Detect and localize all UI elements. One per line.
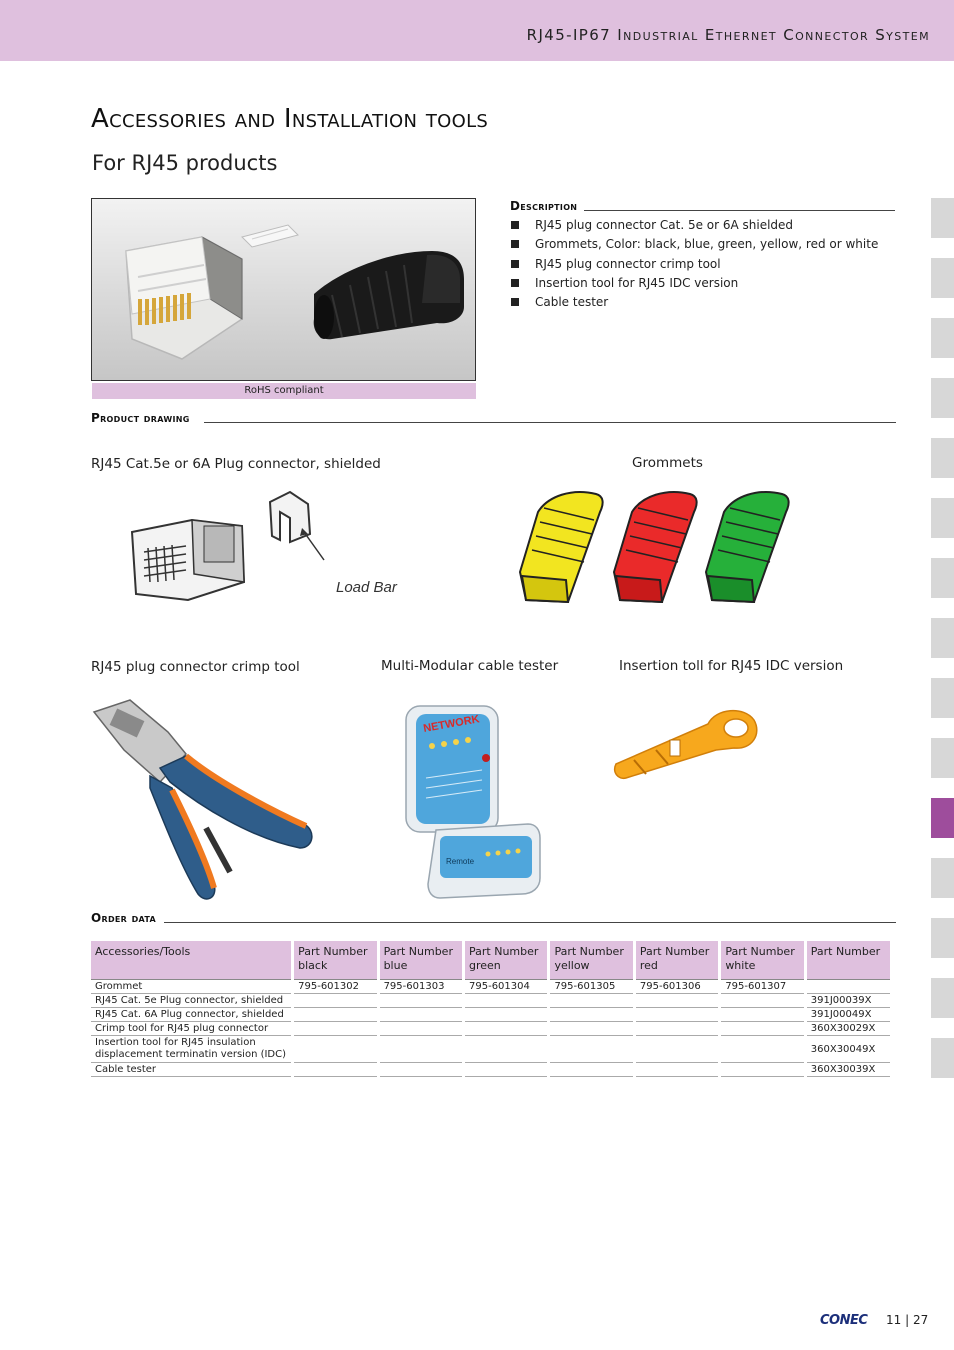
load-bar-label: Load Bar [336,579,397,596]
table-cell: Cable tester [91,1063,291,1077]
table-cell: 795-601304 [465,979,547,994]
table-cell [636,1036,718,1063]
description-list [511,216,878,312]
insertion-tool-image [612,704,762,784]
order-table-header [91,941,890,979]
table-cell [294,1063,376,1077]
table-cell [636,1008,718,1022]
description-heading: Description [510,199,578,213]
table-row [91,994,890,1008]
yellow-grommet [520,492,603,602]
crimp-tool-caption: RJ45 plug connector crimp tool [91,659,300,675]
table-cell: 795-601305 [550,979,632,994]
section-tab[interactable] [931,318,954,358]
section-tab[interactable] [931,498,954,538]
column-header: Part Number red [636,941,718,979]
description-item: RJ45 plug connector Cat. 5e or 6A shielded [511,216,878,235]
section-tab[interactable] [931,738,954,778]
column-header: Accessories/Tools [91,941,291,979]
section-tab[interactable] [931,858,954,898]
table-cell [380,994,462,1008]
column-header: Part Number white [721,941,803,979]
order-data-rule [164,922,896,923]
red-grommet [614,492,697,602]
table-cell [294,1036,376,1063]
description-item: Insertion tool for RJ45 IDC version [511,274,878,293]
cable-tester-caption: Multi-Modular cable tester [381,658,559,674]
table-cell [380,1036,462,1063]
section-tab[interactable] [931,198,954,238]
section-tab[interactable] [931,1038,954,1078]
table-cell: 360X30039X [807,1063,890,1077]
bullet-icon [511,240,519,248]
bullet-icon [511,298,519,306]
description-item: Cable tester [511,293,878,312]
description-rule [584,210,895,211]
section-tab[interactable] [931,438,954,478]
order-data-heading: Order data [91,911,157,925]
table-cell [550,1008,632,1022]
crimp-tool-image [90,698,320,908]
product-drawing-heading: Product drawing [91,411,190,425]
order-table [88,941,893,1077]
table-cell [721,1022,803,1036]
table-row [91,1063,890,1077]
table-cell [465,1008,547,1022]
table-cell [721,994,803,1008]
table-cell: 795-601307 [721,979,803,994]
product-photo-illustration [92,199,475,380]
column-header: Part Number yellow [550,941,632,979]
page-number: 11 | 27 [886,1313,929,1327]
tester-remote-label: Remote [446,857,475,866]
table-cell: RJ45 Cat. 5e Plug connector, shielded [91,994,291,1008]
section-tab[interactable] [931,618,954,658]
page-title: Accessories and Installation tools [91,104,489,134]
cable-tester-image [400,702,545,902]
table-cell [721,1036,803,1063]
table-cell [294,1008,376,1022]
column-header: Part Number [807,941,890,979]
table-cell [380,1022,462,1036]
plug-drawing [92,482,422,617]
bullet-icon [511,260,519,268]
table-cell [721,1063,803,1077]
table-cell [465,1022,547,1036]
table-cell [636,994,718,1008]
table-cell [550,1022,632,1036]
table-cell [807,979,890,994]
load-bar-image [242,225,298,247]
table-cell: Crimp tool for RJ45 plug connector [91,1022,291,1036]
table-cell [550,1063,632,1077]
plug-caption: RJ45 Cat.5e or 6A Plug connector, shielded [91,456,381,472]
table-cell: 391J00049X [807,1008,890,1022]
table-row [91,979,890,994]
tester-label: NETWORK [422,713,481,735]
section-tab[interactable] [931,918,954,958]
table-cell: 360X30049X [807,1036,890,1063]
conec-logo: CONEC [820,1313,868,1328]
table-cell: 360X30029X [807,1022,890,1036]
table-cell: Grommet [91,979,291,994]
description-item: RJ45 plug connector crimp tool [511,255,878,274]
table-cell: Insertion tool for RJ45 insulation displacement terminatin version (IDC) [91,1036,291,1063]
table-cell [294,994,376,1008]
table-cell: 795-601302 [294,979,376,994]
table-cell: RJ45 Cat. 6A Plug connector, shielded [91,1008,291,1022]
product-photo [91,198,476,381]
table-cell: 795-601306 [636,979,718,994]
grommets-caption: Grommets [632,455,703,471]
table-cell [550,994,632,1008]
column-header: Part Number green [465,941,547,979]
column-header: Part Number blue [380,941,462,979]
insertion-tool-caption: Insertion toll for RJ45 IDC version [619,658,844,674]
table-row [91,1008,890,1022]
section-tab-active[interactable] [931,798,954,838]
page-subtitle: For RJ45 products [92,151,278,175]
table-cell: 391J00039X [807,994,890,1008]
section-tab[interactable] [931,978,954,1018]
header-title: RJ45-IP67 Industrial Ethernet Connector System [526,26,930,44]
bullet-icon [511,279,519,287]
section-tab[interactable] [931,258,954,298]
green-grommet [706,492,789,602]
table-row [91,1022,890,1036]
table-cell [380,1063,462,1077]
grommet-image [314,251,464,339]
table-cell [380,1008,462,1022]
section-tab[interactable] [931,678,954,718]
rohs-caption: RoHS compliant [92,383,476,399]
table-cell [465,1036,547,1063]
description-item: Grommets, Color: black, blue, green, yellow, red or white [511,235,878,254]
section-tab[interactable] [931,558,954,598]
table-cell [636,1022,718,1036]
section-tab[interactable] [931,378,954,418]
product-drawing-rule [204,422,896,423]
rj45-plug-image [126,237,242,359]
grommets-drawing [508,484,798,612]
table-cell [550,1036,632,1063]
column-header: Part Number black [294,941,376,979]
table-cell [294,1022,376,1036]
bullet-icon [511,221,519,229]
table-cell [636,1063,718,1077]
table-cell [465,1063,547,1077]
table-cell: 795-601303 [380,979,462,994]
table-row [91,1036,890,1063]
table-cell [721,1008,803,1022]
table-cell [465,994,547,1008]
